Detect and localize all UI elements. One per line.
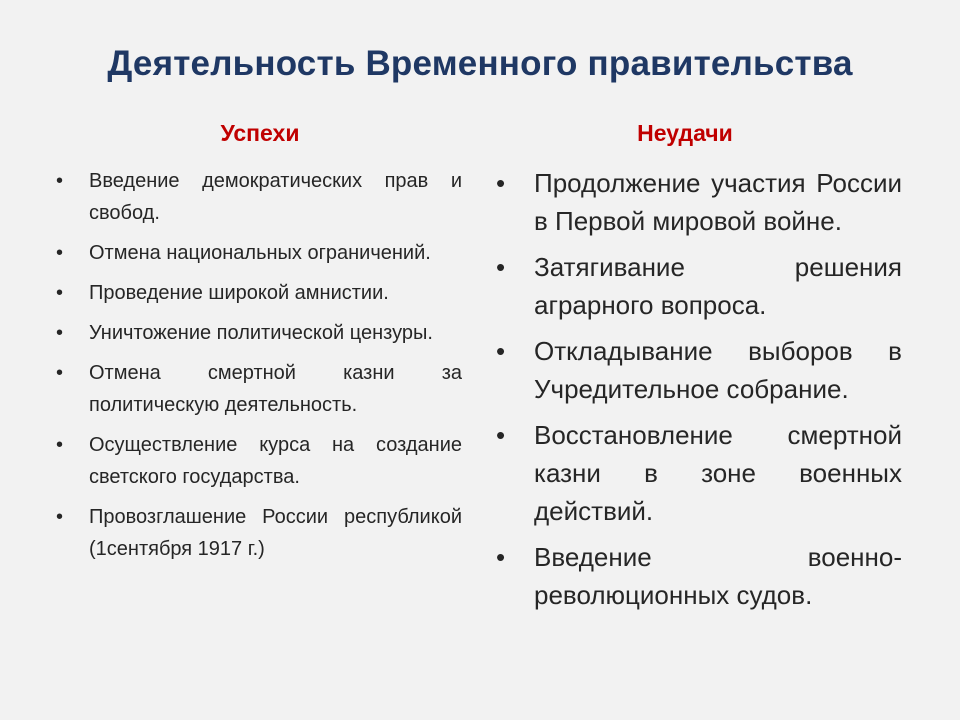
list-item xyxy=(56,429,462,493)
list-item-text: Осуществление курса на создание светского государства. xyxy=(89,434,462,488)
bullet-icon: • xyxy=(56,434,64,456)
list-item-text: Откладывание выборов в Учредительное собрание. xyxy=(534,336,902,404)
bullet-icon: • xyxy=(56,170,64,192)
list-item xyxy=(56,277,462,309)
bullet-icon: • xyxy=(496,168,506,198)
bullet-icon: • xyxy=(56,282,64,304)
list-item-text: Провозглашение России республикой (1сентября 1917 г.) xyxy=(89,506,462,560)
list-item-text: Продолжение участия России в Первой мировой войне. xyxy=(534,168,902,236)
list-item xyxy=(56,317,462,349)
list-item-text: Отмена национальных ограничений. xyxy=(89,242,431,264)
list-item xyxy=(56,165,462,229)
failures-list xyxy=(496,164,902,622)
bullet-icon: • xyxy=(496,336,506,366)
list-item xyxy=(496,538,902,614)
list-item-text: Введение демократических прав и свобод. xyxy=(89,170,462,224)
list-item xyxy=(496,164,902,240)
list-item-text: Введение военно-революционных судов. xyxy=(534,542,902,610)
bullet-icon: • xyxy=(56,362,64,384)
bullet-icon: • xyxy=(56,242,64,264)
successes-list xyxy=(56,165,462,573)
list-item-text: Отмена смертной казни за политическую деятельность. xyxy=(89,362,462,416)
list-item xyxy=(56,237,462,269)
list-item xyxy=(56,501,462,565)
list-item-text: Восстановление смертной казни в зоне военных действий. xyxy=(534,420,902,526)
list-item xyxy=(496,332,902,408)
slide-title: Деятельность Временного правительства xyxy=(107,44,853,83)
list-item-text: Проведение широкой амнистии. xyxy=(89,282,389,304)
bullet-icon: • xyxy=(496,542,506,572)
list-item xyxy=(56,357,462,421)
failures-heading: Неудачи xyxy=(637,120,733,146)
bullet-icon: • xyxy=(56,506,64,528)
bullet-icon: • xyxy=(496,252,506,282)
list-item xyxy=(496,248,902,324)
list-item xyxy=(496,416,902,530)
list-item-text: Уничтожение политической цензуры. xyxy=(89,322,433,344)
bullet-icon: • xyxy=(56,322,64,344)
list-item-text: Затягивание решения аграрного вопроса. xyxy=(534,252,902,320)
bullet-icon: • xyxy=(496,420,506,450)
successes-heading: Успехи xyxy=(220,120,300,146)
